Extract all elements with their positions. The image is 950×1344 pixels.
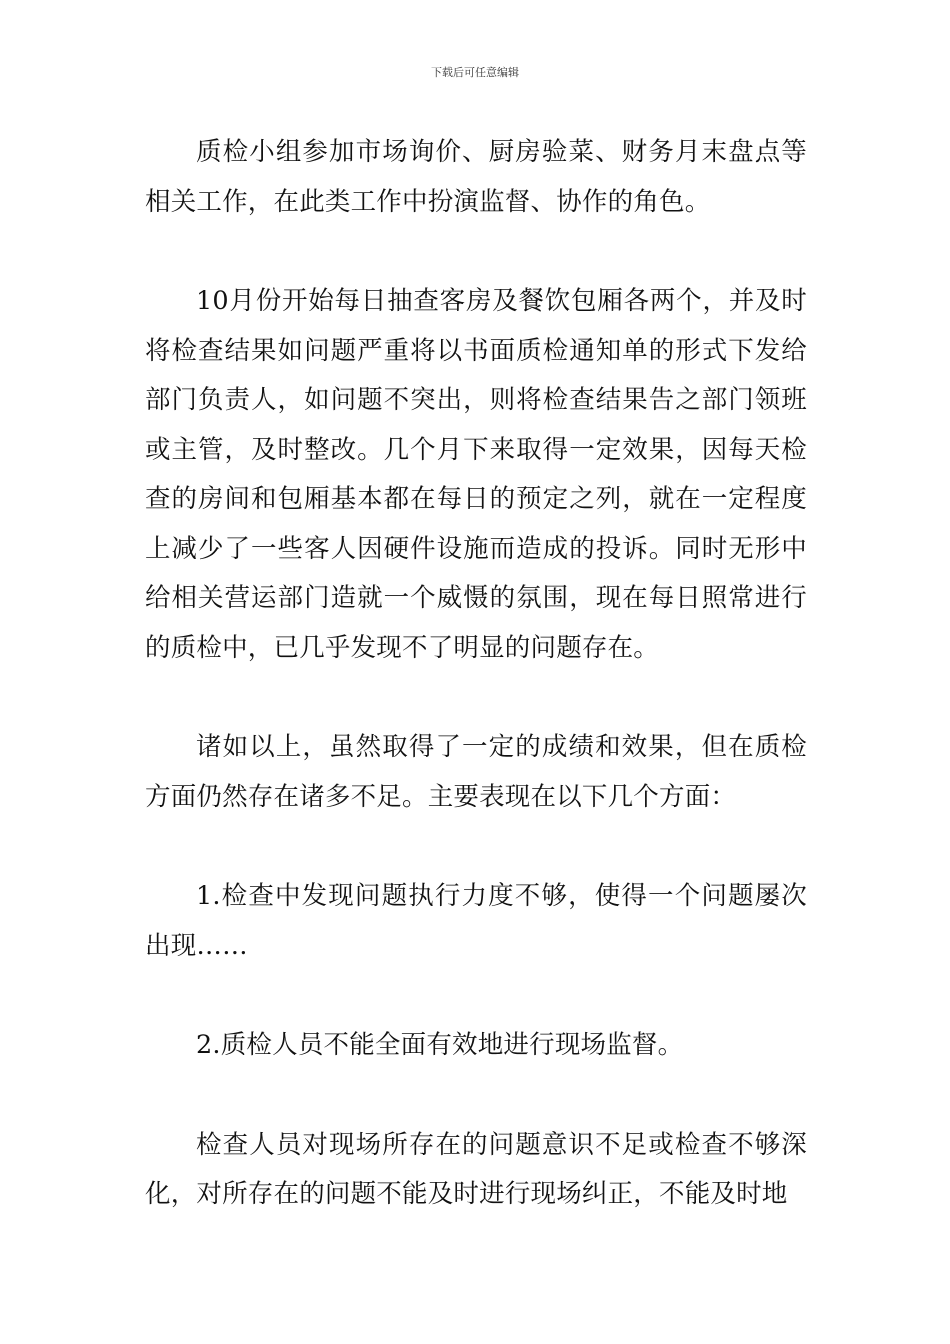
paragraph-inspector-awareness: 检查人员对现场所存在的问题意识不足或检查不够深化，对所存在的问题不能及时进行现场纠正，不能及时地 (145, 1129, 807, 1209)
paragraph-shortcomings-intro: 诸如以上，虽然取得了一定的成绩和效果，但在质检方面仍然存在诸多不足。主要表现在以下几个方面： (145, 732, 807, 812)
page-header-note: 下载后可任意编辑 (431, 66, 519, 79)
paragraph-quality-team-duties: 质检小组参加市场询价、厨房验菜、财务月末盘点等相关工作，在此类工作中扮演监督、协作的角色。 (145, 137, 807, 217)
document-body (145, 128, 807, 1270)
paragraph-point-1: 1.检查中发现问题执行力度不够，使得一个问题屡次出现…… (145, 881, 807, 961)
paragraph-daily-inspection: 10月份开始每日抽查客房及餐饮包厢各两个，并及时将检查结果如问题严重将以书面质检通知单的形式下发给部门负责人，如问题不突出，则将检查结果告之部门领班或主管，及时整改。几个月下来取得一定效果，因每天检查的房间和包厢基本都在每日的预定之列，就在一定程度上减少了一些客人因硬件设施而造成的投诉。同时无形中给相关营运部门造就一个威慑的氛围，现在每日照常进行的质检中，已几乎发现不了明显的问题存在。 (145, 286, 807, 663)
paragraph-point-2: 2.质检人员不能全面有效地进行现场监督。 (196, 1030, 684, 1060)
